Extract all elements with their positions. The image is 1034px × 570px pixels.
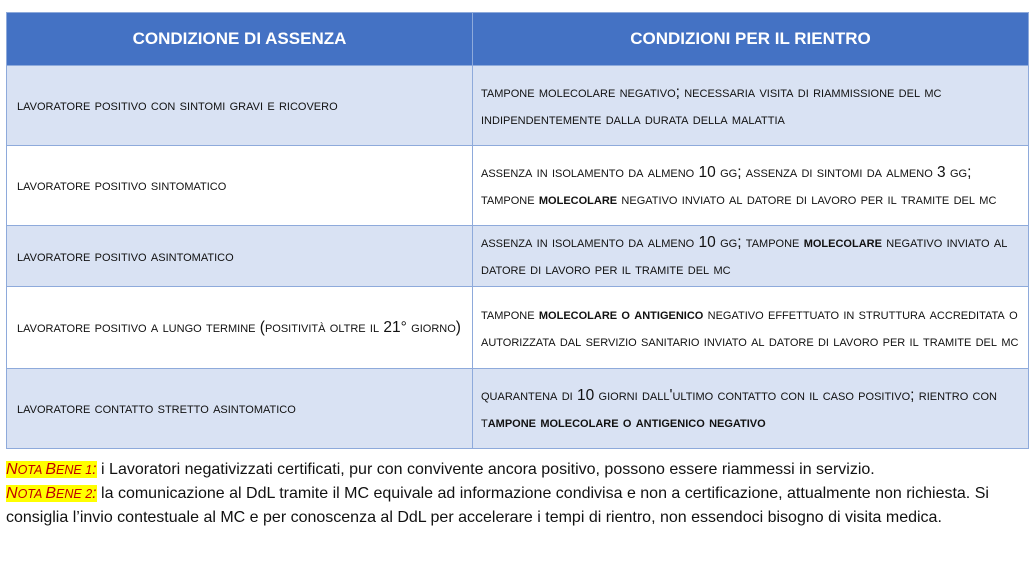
- note-label-part: ENE 1: [56, 463, 93, 477]
- absence-condition-cell: [7, 146, 473, 226]
- return-condition-cell: [473, 66, 1029, 146]
- note-label-part: B: [45, 485, 57, 502]
- absence-condition-text: lavoratore positivo con sintomi gravi e ricovero: [17, 97, 338, 114]
- absence-condition-cell: [7, 66, 473, 146]
- note-label-part: ENE 2: [56, 487, 93, 501]
- return-condition-text: negativo effettuato in struttura accreditata o autorizzata dal servizio sanitario inviato al datore di lavoro per il tramite del mc: [481, 305, 1019, 350]
- note-label-part: :: [92, 485, 97, 502]
- table-header-row: [7, 13, 1029, 66]
- note-label-part: B: [45, 461, 57, 478]
- note-label: [6, 485, 97, 502]
- absence-condition-cell: [7, 369, 473, 449]
- absence-condition-text: lavoratore positivo sintomatico: [17, 177, 227, 194]
- return-condition-text: assenza in isolamento da almeno 10 gg; tampone: [481, 234, 804, 251]
- return-condition-text: assenza in isolamento da almeno 10 gg; assenza di sintomi da almeno 3 gg; tampone: [481, 163, 972, 208]
- note-label-part: OTA: [17, 463, 46, 477]
- return-condition-bold-text: ampone molecolare o antigenico negativo: [487, 413, 766, 431]
- return-conditions-table: [6, 12, 1029, 449]
- note-paragraph: [6, 482, 1028, 530]
- absence-condition-cell: [7, 287, 473, 369]
- note-label-part: N: [6, 485, 18, 502]
- table-row: [7, 66, 1029, 146]
- note-label-part: OTA: [17, 487, 46, 501]
- note-paragraph: [6, 458, 1028, 482]
- return-condition-text: quarantena di 10 giorni dall'ultimo contatto con il caso positivo; rientro con t: [481, 386, 997, 431]
- absence-condition-text: lavoratore positivo a lungo termine (positività oltre il 21° giorno): [17, 319, 461, 336]
- absence-condition-text: lavoratore contatto stretto asintomatico: [17, 400, 296, 417]
- absence-condition-text: lavoratore positivo asintomatico: [17, 247, 234, 265]
- table-row: [7, 369, 1029, 449]
- table-row: [7, 287, 1029, 369]
- table-row: [7, 146, 1029, 226]
- note-text: i Lavoratori negativizzati certificati, pur con convivente ancora positivo, possono essere riammessi in servizio.: [96, 461, 875, 478]
- absence-condition-cell: [7, 226, 473, 287]
- note-text: la comunicazione al DdL tramite il MC equivale ad informazione condivisa e non a certificazione, attualmente non richiesta. Si consiglia l’invio contestuale al MC e per conoscenza al DdL per accelerare i tempi di rientro, non essendoci bisogno di visita medica.: [6, 485, 989, 526]
- return-condition-text: tampone: [481, 305, 539, 323]
- return-condition-text: negativo inviato al datore di lavoro per il tramite del mc: [481, 234, 1008, 278]
- notes-section: [6, 458, 1028, 530]
- return-condition-cell: [473, 287, 1029, 369]
- header-return-conditions: CONDIZIONI PER IL RIENTRO: [473, 13, 1029, 66]
- return-condition-text: tampone molecolare negativo; necessaria visita di riammissione del mc indipendentemente dalla durata della malattia: [481, 83, 942, 128]
- return-condition-bold-text: molecolare: [538, 190, 618, 208]
- return-condition-bold-text: molecolare: [803, 234, 882, 251]
- return-condition-bold-text: molecolare o antigenico: [538, 305, 704, 323]
- return-condition-text: negativo inviato al datore di lavoro per il tramite del mc: [617, 190, 997, 208]
- note-label-part: N: [6, 461, 18, 478]
- note-label: [6, 461, 97, 478]
- return-condition-cell: [473, 369, 1029, 449]
- table-row: [7, 226, 1029, 287]
- return-condition-cell: [473, 226, 1029, 287]
- header-absence-condition: CONDIZIONE DI ASSENZA: [7, 13, 473, 66]
- note-label-part: :: [92, 461, 97, 478]
- return-condition-cell: [473, 146, 1029, 226]
